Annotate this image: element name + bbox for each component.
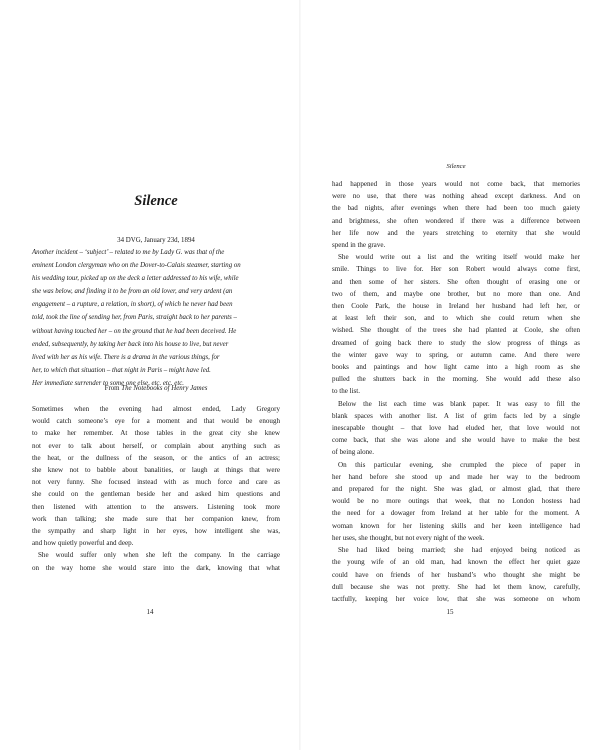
body-line: wished. She thought of the trees she had planted at Coole, she often	[332, 326, 580, 335]
epigraph-line: without having touched her – on the ground that he had been deceived. He	[32, 327, 237, 335]
epigraph-source-prefix: From	[104, 385, 122, 392]
left-body-text	[32, 403, 280, 574]
body-line: work than talking; she made sure that her companion knew, from	[32, 514, 280, 523]
body-line: had happened in those years would not come back, that memories	[332, 180, 580, 188]
body-line: dreamed of going back there to study the slow progress of things as	[332, 338, 580, 347]
right-body-text	[332, 178, 580, 605]
body-line: dull because she was not pretty. She had let them know, carefully,	[332, 582, 580, 591]
body-line: to make her remember. At those tables in the great city she knew	[32, 429, 280, 438]
page-number: 15	[446, 608, 454, 616]
body-line: pulled the shutters back in the morning. She would add these also	[332, 375, 580, 384]
body-line: spend in the grave.	[332, 241, 386, 250]
body-line: then Coole Park, the house in Ireland her husband had left her, or	[332, 302, 580, 311]
body-line: two of them, and maybe one brother, but no more than one. And	[332, 289, 580, 298]
body-line: would catch someone’s eye for a moment and that would be enough	[32, 417, 280, 426]
body-line: the bad nights, after evenings when there had been too much gaiety	[332, 204, 580, 213]
body-line: woman known for her listening skills and her keen intelligence had	[332, 521, 580, 530]
epigraph-line: her, to which that situation – that night in Paris – might have led.	[32, 366, 211, 374]
body-line: come back, that she was alone and she would have to make the best	[332, 436, 580, 445]
chapter-title: Silence	[134, 193, 178, 209]
body-line: then listened with attention to the answers. Listening took more	[32, 502, 280, 511]
body-line: She would suffer only when she left the company. In the carriage	[38, 551, 280, 560]
body-line: Sometimes when the evening had almost ended, Lady Gregory	[32, 405, 280, 413]
epigraph-line: told, took the line of sending her, from Paris, straight back to her parents –	[32, 314, 237, 322]
epigraph-heading: 34 DVG, January 23d, 1894	[117, 237, 195, 244]
epigraph-source-title: The Notebooks of Henry James	[121, 385, 208, 392]
epigraph	[32, 246, 280, 390]
body-line: books and paintings and how light came into a high room as she	[332, 363, 580, 372]
epigraph-source	[32, 385, 280, 392]
body-line: the heat, or the dullness of the season, or the antics of an actress;	[32, 453, 280, 462]
epigraph-line: ended, subsequently, by taking her back into his house to live, but never	[32, 340, 229, 348]
body-line: the young wife of an old man, had known the effect her quiet gaze	[332, 558, 580, 567]
epigraph-line: his wedding tour, picked up on the deck a letter addressed to his wife, while	[32, 275, 239, 283]
body-line: inescapable thought – that love had eluded her, that love would not	[332, 424, 580, 433]
body-line: the winter gave way to spring, or autumn came. And there were	[332, 350, 580, 359]
body-line: of being alone.	[332, 448, 375, 457]
body-line: She had liked being married; she had enjoyed being noticed as	[338, 546, 580, 555]
epigraph-line: lived with her as his wife. There is a drama in the various things, for	[32, 353, 220, 361]
epigraph-line: engagement – a rupture, a relation, in short), of which he never had been	[32, 301, 233, 309]
body-line: tactfully, keeping her voice low, that she was someone on whom	[332, 594, 580, 603]
body-line: and how quietly powerful and deep.	[32, 539, 134, 548]
body-line: smile. Things to live for. Her son Robert would always come first,	[332, 265, 580, 274]
body-line: her life now and the years stretching to eternity that she would	[332, 228, 580, 237]
right-page	[300, 0, 600, 750]
epigraph-line: Another incident – ‘subject’ – related to me by Lady G. was that of the	[32, 249, 225, 256]
body-line: on the way home she would stare into the dark, knowing that what	[32, 563, 280, 572]
epigraph-line: she was below, and finding it to be from an old lover, and very ardent (an	[32, 288, 233, 296]
body-line: blank spaces with another list. A list of grim facts led by a single	[332, 411, 580, 420]
body-line: she could on the gentleman beside her and asked him questions and	[32, 490, 280, 499]
body-line: would be no more outings that week, that no London hostess had	[332, 497, 580, 506]
page-number: 14	[146, 608, 154, 616]
epigraph-line: eminent London clergyman who on the Dover-to-Calais steamer, starting on	[32, 262, 241, 270]
body-line: she knew not to babble about banalities, or laugh at things that were	[32, 466, 280, 475]
body-line: not ever to talk about herself, or complain about anything such as	[32, 441, 280, 450]
running-head: Silence	[446, 163, 466, 170]
body-line: were no use, that there was nothing ahead except darkness. And on	[332, 192, 580, 201]
body-line: and then some of her sisters. She often thought of erasing one or	[332, 277, 580, 286]
body-line: to the list.	[332, 387, 360, 396]
body-line: and brightness, she often wondered if there was a difference between	[332, 216, 580, 225]
body-line: On this particular evening, she crumpled the piece of paper in	[338, 460, 580, 469]
body-line: could have on friends of her husband’s who thought she might be	[332, 570, 580, 579]
body-line: the sympathy and sharp light in her eyes, how intelligent she was,	[32, 527, 280, 536]
body-line: Below the list each time was blank paper. It was easy to fill the	[338, 399, 580, 408]
body-line: and prepared for the night. She was glad, or almost glad, that there	[332, 485, 580, 494]
body-line: She would write out a list and the writing itself would make her	[338, 253, 580, 262]
epigraph-line: Her immediate surrender to some one else, etc. etc. etc.	[32, 379, 184, 387]
body-line: her uses, she thought, but not every night of the week.	[332, 533, 485, 542]
body-line: not very funny. She focused instead with as much force and care as	[32, 478, 280, 487]
body-line: her hand before she stood up and made her way to the bedroom	[332, 472, 580, 481]
body-line: the need for a dowager from Ireland at her table for the moment. A	[332, 509, 580, 518]
body-line: at least left their son, and to which she could return when she	[332, 314, 580, 323]
